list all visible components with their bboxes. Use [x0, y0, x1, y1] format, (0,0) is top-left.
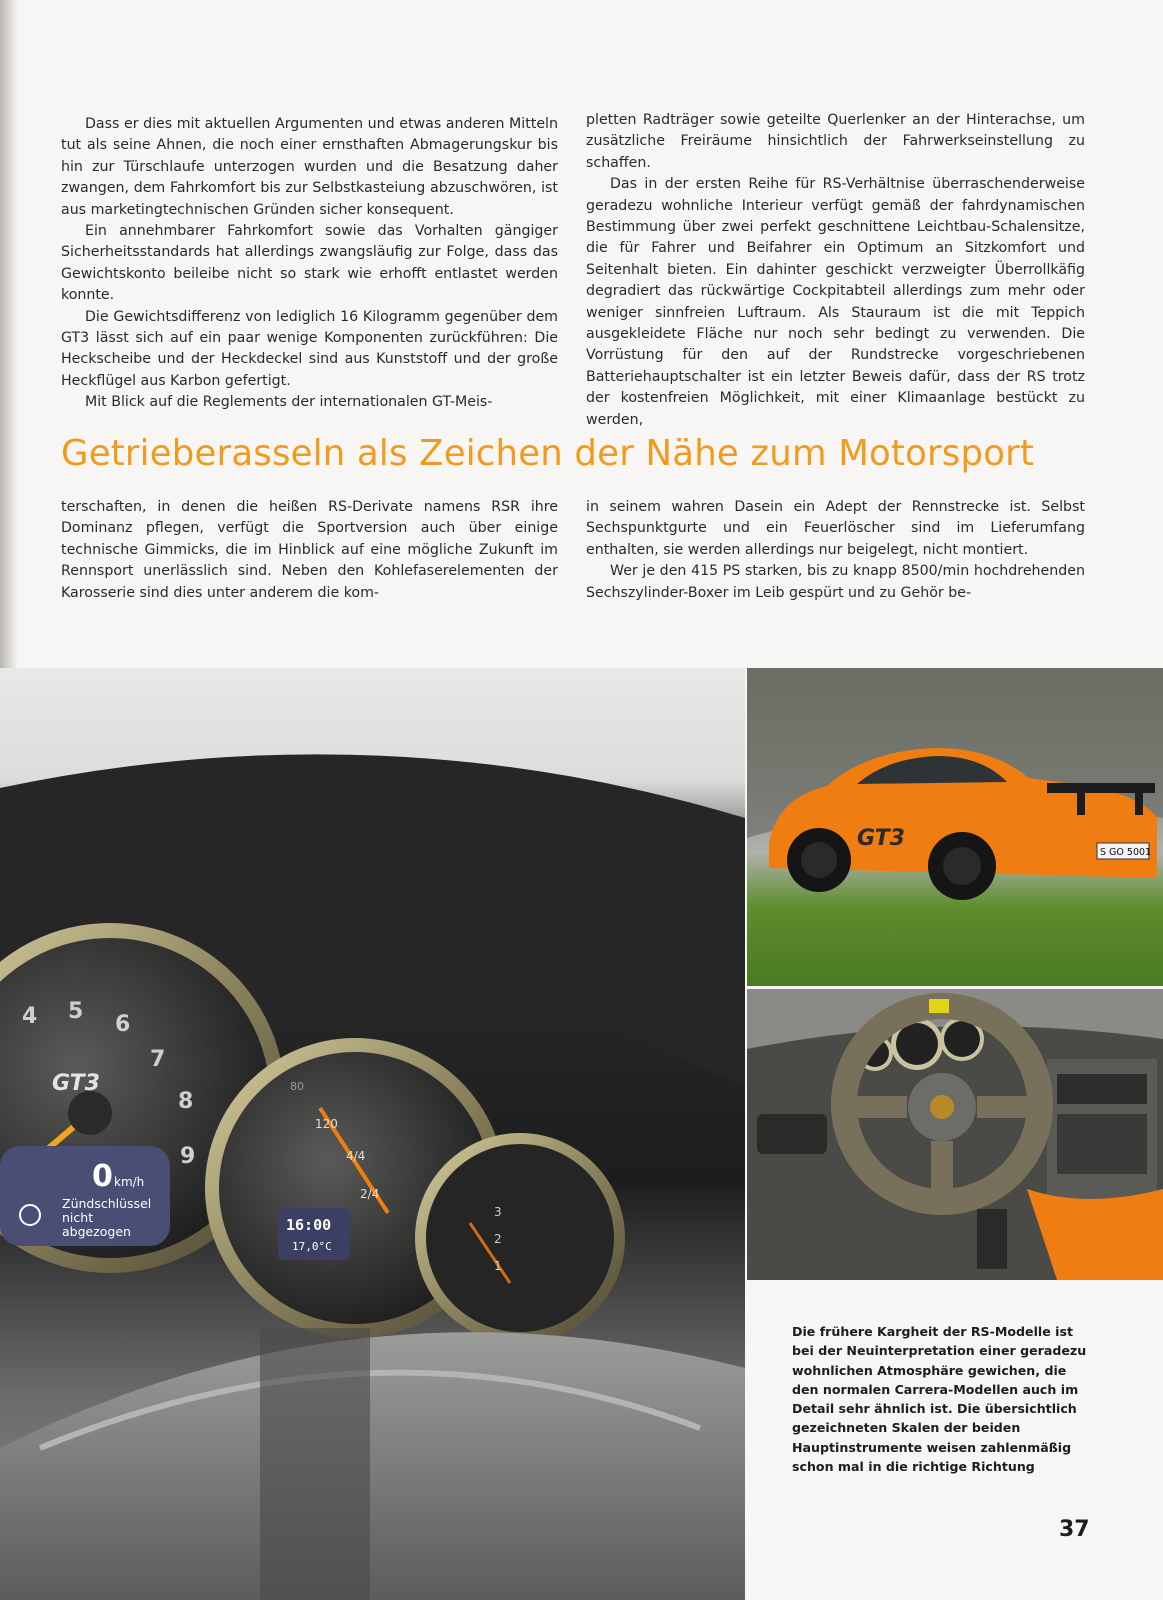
tach-number: 8 — [178, 1089, 194, 1114]
gauge-number: 2 — [494, 1232, 502, 1246]
steering-marker — [929, 999, 949, 1013]
tach-number: 4 — [22, 1004, 38, 1029]
gear-shifter — [977, 1209, 1007, 1269]
gt3-rs-decal: GT3 — [857, 826, 905, 851]
paragraph: Wer je den 415 PS starken, bis zu knapp 8500/min hochdrehenden Sechszylinder-Boxer im Leib gespürt und zu Gehör be- — [586, 563, 1085, 601]
instrument-cluster-photo — [0, 668, 745, 1600]
gt3-badge: GT3 — [52, 1071, 100, 1096]
gauge-number: 80 — [290, 1080, 304, 1093]
paragraph: Das in der ersten Reihe für RS-Verhältnise überraschenderweise geradezu wohnliche Interieur verfügt gemäß der fahrdynamischen Bestimmung über zwei perfekt geschnittene Leichtbau-Schalensitze, die für Fahrer und Beifahrer ein Optimum an Sitzkomfort und Seitenhalt bieten. Ein dahinter geschickt verzweigter Überrollkäfig degradiert das rückwärtige Cockpitabteil allerdings zum mehr oder weniger sinnfreien Luftraum. Als Stauraum ist die mit Teppich ausgekleidete Fläche nur noch sehr bedingt zu verwenden. Die Vorrüstung für den auf der Rundstrecke vorgeschriebenen Batteriehauptschalter ist ein letzter Beweis dafür, dass der RS trotz der kostenfreien Möglichkeit, mit einer Klimaanlage bestückt zu werden, — [586, 176, 1085, 428]
paragraph: pletten Radträger sowie geteilte Querlenker an der Hinterachse, um zusätzliche Freiräume hinsichtlich der Fahrwerkseinstellung zu schaffen. — [586, 112, 1085, 171]
text-column-bottom-right — [586, 497, 1085, 604]
gauge-number: 3 — [494, 1205, 502, 1219]
text-column-top-right — [586, 110, 1085, 431]
rear-wing — [1047, 783, 1155, 793]
tach-number: 5 — [68, 999, 84, 1024]
paragraph: Dass er dies mit aktuellen Argumenten und etwas anderen Mitteln tut als seine Ahnen, die noch einer ernsthaften Abmagerungskur bis hin zur Türschlaufe unterzogen wurden und die Besatzung daher zwangen, dem Fahrkomfort bis zur Selbstkasteiung abzuschwören, ist aus marketingtechnischen Gründen sicher konsequent. — [61, 116, 558, 218]
paragraph: in seinem wahren Dasein ein Adept der Rennstrecke ist. Selbst Sechspunktgurte und ein Feuerlöscher sind im Lieferumfang enthalten, sie werden allerdings nur beigelegt, nicht montiert. — [586, 499, 1085, 558]
photo-caption: Die frühere Kargheit der RS-Modelle ist bei der Neuinterpretation einer geradezu wohnlichen Atmosphäre gewichen, die den normalen Carrera-Modellen auch im Detail sehr ähnlich ist. Die übersichtlich gezeichneten Skalen der beiden Hauptinstrumente weisen zahlenmäßig schon mal in die richtige Richtung — [792, 1324, 1087, 1475]
article-headline: Getrieberasseln als Zeichen der Nähe zum Motorsport — [61, 433, 1035, 474]
interior-photo — [747, 989, 1163, 1280]
temperature-readout: 17,0°C — [292, 1240, 332, 1253]
speed-unit: km/h — [114, 1175, 145, 1189]
key-warning-line: abgezogen — [62, 1224, 131, 1239]
gauge-number: 4/4 — [346, 1149, 366, 1163]
tach-number: 6 — [115, 1012, 131, 1037]
tach-number: 9 — [180, 1144, 196, 1169]
page-number: 37 — [1059, 1517, 1090, 1542]
gauge-number: 120 — [315, 1117, 338, 1131]
paragraph: Mit Blick auf die Reglements der internationalen GT-Meis- — [85, 394, 493, 411]
clock-readout: 16:00 — [286, 1216, 332, 1234]
key-warning-line: Zündschlüssel — [62, 1196, 152, 1211]
speed-readout: 0 — [92, 1159, 113, 1194]
gauge-number: 2/4 — [360, 1187, 380, 1201]
car-photo — [747, 668, 1163, 986]
text-column-bottom-left — [61, 497, 558, 604]
porsche-crest-icon — [930, 1095, 954, 1119]
license-plate: S GO 5001 — [1100, 847, 1152, 858]
paragraph: Ein annehmbarer Fahrkomfort sowie das Vorhalten gängiger Sicherheitsstandards hat allerdings zwangsläufig zur Folge, dass das Gewichtskonto beileibe nicht so stark wie erhofft entlastet werden konnte. — [61, 223, 558, 304]
text-column-top-left — [61, 114, 558, 414]
tach-number: 7 — [150, 1047, 166, 1072]
key-warning-line: nicht — [62, 1210, 94, 1225]
paragraph: terschaften, in denen die heißen RS-Derivate namens RSR ihre Dominanz pflegen, verfügt die Sportversion auch über einige technische Gimmicks, die im Hinblick auf eine mögliche Zukunft im Rennsport unerlässlich sind. Neben den Kohlefaserelementen der Karosserie sind dies unter anderem die kom- — [61, 499, 558, 601]
gauge-number: 1 — [494, 1259, 502, 1273]
paragraph: Die Gewichtsdifferenz von lediglich 16 Kilogramm gegenüber dem GT3 lässt sich auf ein paar wenige Komponenten zurückführen: Die Heckscheibe und der Heckdeckel sind aus Kunststoff und der große Heckflügel aus Karbon gefertigt. — [61, 308, 558, 389]
